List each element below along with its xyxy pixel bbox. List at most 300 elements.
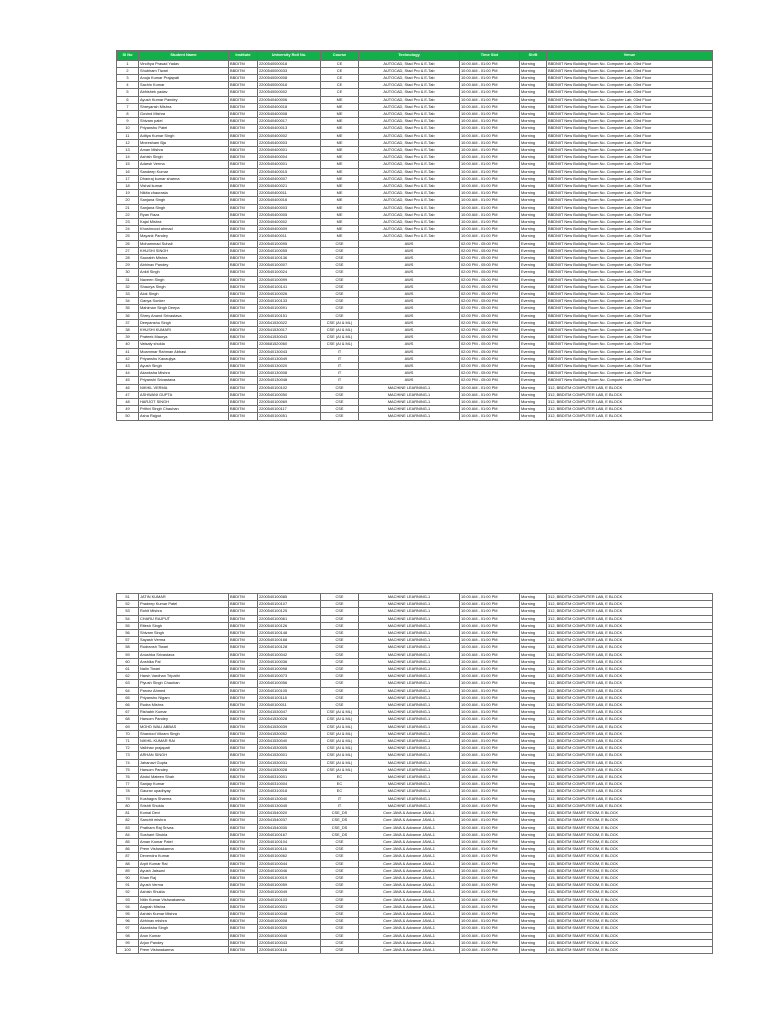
venue-cell: 312, BBDITM COMPUTER LAB, E BLOCK — [547, 709, 713, 716]
venue-cell: 312, BBDITM COMPUTER LAB, E BLOCK — [547, 644, 713, 651]
technology-cell: AWS — [359, 377, 460, 384]
table-row — [117, 96, 713, 103]
sl-no-cell: 50 — [117, 413, 139, 420]
sl-no-cell: 92 — [117, 889, 139, 896]
time-slot-cell: 10:00 AM - 01:00 PM — [460, 154, 520, 161]
roll-no-cell: 2200540310018 — [258, 788, 321, 795]
shift-cell: Morning — [520, 204, 547, 211]
roll-no-cell: 2200540130048 — [258, 377, 321, 384]
roll-no-cell: 2200540310001 — [258, 774, 321, 781]
institute-cell: BBDITM — [229, 601, 258, 608]
technology-cell: Core JAVA & Advance JAVA-1 — [359, 903, 460, 910]
student-name-cell: Akanksha Singh — [139, 925, 229, 932]
time-slot-cell: 10:00 AM - 01:00 PM — [460, 882, 520, 889]
time-slot-cell: 10:00 AM - 01:00 PM — [460, 759, 520, 766]
time-slot-cell: 10:00 AM - 01:00 PM — [460, 666, 520, 673]
course-cell: ME — [321, 182, 359, 189]
roll-no-cell: 2200540100107 — [258, 601, 321, 608]
venue-cell: 312, BBDITM COMPUTER LAB, E BLOCK — [547, 694, 713, 701]
venue-cell: 312, BBDITM COMPUTER LAB, E BLOCK — [547, 615, 713, 622]
sl-no-cell: 43 — [117, 363, 139, 370]
venue-cell: 415, BBDITM SMART ROOM, E BLOCK — [547, 910, 713, 917]
sl-no-cell: 74 — [117, 759, 139, 766]
shift-cell: Morning — [520, 630, 547, 637]
student-name-cell: Ayush Singh — [139, 363, 229, 370]
time-slot-cell: 02:00 PM - 05:00 PM — [460, 370, 520, 377]
venue-cell: 312, BBDITM COMPUTER LAB, E BLOCK — [547, 687, 713, 694]
course-cell: ME — [321, 226, 359, 233]
student-name-cell: Vindhya Prasad Yadav — [139, 60, 229, 67]
technology-cell: MACHINE LEARNING-1 — [359, 615, 460, 622]
institute-cell: BBDITM — [229, 355, 258, 362]
sl-no-cell: 19 — [117, 190, 139, 197]
institute-cell: BBDITM — [229, 60, 258, 67]
time-slot-cell: 10:00 AM - 01:00 PM — [460, 110, 520, 117]
time-slot-cell: 10:00 AM - 01:00 PM — [460, 622, 520, 629]
sl-no-cell: 58 — [117, 644, 139, 651]
technology-cell: AUTOCAD, Stad Pro & E-Tab — [359, 67, 460, 74]
sl-no-cell: 46 — [117, 384, 139, 391]
shift-cell: Morning — [520, 391, 547, 398]
course-cell: CSE — [321, 882, 359, 889]
institute-cell: BBDITM — [229, 175, 258, 182]
venue-cell: 312, BBDITM COMPUTER LAB, E BLOCK — [547, 752, 713, 759]
sl-no-cell: 85 — [117, 838, 139, 845]
shift-cell: Morning — [520, 673, 547, 680]
student-name-cell: Kushagra Sharma — [139, 795, 229, 802]
roll-no-cell: 2200540100098 — [258, 666, 321, 673]
institute-cell: BBDITM — [229, 824, 258, 831]
venue-cell: BBDNIIT New Building Room No. Computer Lab, 03rd Floor — [547, 218, 713, 225]
institute-cell: BBDITM — [229, 882, 258, 889]
institute-cell: BBDITM — [229, 132, 258, 139]
venue-cell: BBDNIIT New Building Room No. Computer Lab, 03rd Floor — [547, 233, 713, 240]
institute-cell: BBDITM — [229, 766, 258, 773]
institute-cell: BBDITM — [229, 637, 258, 644]
institute-cell: BBDITM — [229, 348, 258, 355]
venue-cell: BBDNIIT New Building Room No. Computer Lab, 03rd Floor — [547, 67, 713, 74]
venue-cell: 312, BBDITM COMPUTER LAB, E BLOCK — [547, 384, 713, 391]
table-row — [117, 110, 713, 117]
roll-no-cell: 2200540100095 — [258, 240, 321, 247]
student-name-cell: Prem Vishwakarma — [139, 846, 229, 853]
technology-cell: Core JAVA & Advance JAVA-1 — [359, 824, 460, 831]
technology-cell: Core JAVA & Advance JAVA-1 — [359, 867, 460, 874]
student-name-cell: Aagrah Mishra — [139, 903, 229, 910]
sl-no-cell: 47 — [117, 391, 139, 398]
time-slot-cell: 10:00 AM - 01:00 PM — [460, 709, 520, 716]
venue-cell: BBDNIIT New Building Room No. Computer Lab, 03rd Floor — [547, 254, 713, 261]
time-slot-cell: 10:00 AM - 01:00 PM — [460, 752, 520, 759]
course-cell: CSE — [321, 262, 359, 269]
course-cell: CSE — [321, 413, 359, 420]
table-row — [117, 363, 713, 370]
roll-no-cell: 2200541530022 — [258, 319, 321, 326]
venue-cell: BBDNIIT New Building Room No. Computer Lab, 03rd Floor — [547, 182, 713, 189]
technology-cell: MACHINE LEARNING-1 — [359, 759, 460, 766]
table-row — [117, 74, 713, 81]
roll-no-cell: 2200540100024 — [258, 269, 321, 276]
table-row — [117, 204, 713, 211]
table-row — [117, 860, 713, 867]
shift-cell: Morning — [520, 103, 547, 110]
course-cell: CSE — [321, 680, 359, 687]
venue-cell: BBDNIIT New Building Room No. Computer Lab, 03rd Floor — [547, 363, 713, 370]
roll-no-cell: 2200540000002 — [258, 89, 321, 96]
technology-cell: MACHINE LEARNING-1 — [359, 702, 460, 709]
sl-no-cell: 93 — [117, 896, 139, 903]
institute-cell: BBDITM — [229, 399, 258, 406]
shift-cell: Morning — [520, 774, 547, 781]
institute-cell: BBDITM — [229, 644, 258, 651]
course-cell: CSE (AI & ML) — [321, 745, 359, 752]
technology-cell: MACHINE LEARNING-1 — [359, 795, 460, 802]
institute-cell: BBDITM — [229, 190, 258, 197]
technology-cell: MACHINE LEARNING-1 — [359, 694, 460, 701]
table-row — [117, 218, 713, 225]
roll-no-cell: 2200540000016 — [258, 82, 321, 89]
shift-cell: Morning — [520, 716, 547, 723]
schedule-table-page-2 — [116, 593, 712, 954]
table-row — [117, 139, 713, 146]
table-row — [117, 673, 713, 680]
roll-no-cell: 2200540400001 — [258, 161, 321, 168]
student-name-cell: Vishal kumar — [139, 182, 229, 189]
roll-no-cell: 2200540400018 — [258, 103, 321, 110]
time-slot-cell: 10:00 AM - 01:00 PM — [460, 694, 520, 701]
student-name-cell: Shivam Singh — [139, 630, 229, 637]
sl-no-cell: 51 — [117, 594, 139, 601]
course-cell: CSE — [321, 644, 359, 651]
table-row — [117, 240, 713, 247]
venue-cell: BBDNIIT New Building Room No. Computer Lab, 03rd Floor — [547, 269, 713, 276]
sl-no-cell: 49 — [117, 406, 139, 413]
time-slot-cell: 02:00 PM - 05:00 PM — [460, 377, 520, 384]
venue-cell: BBDNIIT New Building Room No. Computer Lab, 03rd Floor — [547, 110, 713, 117]
time-slot-cell: 10:00 AM - 01:00 PM — [460, 211, 520, 218]
table-row — [117, 89, 713, 96]
shift-cell: Morning — [520, 233, 547, 240]
institute-cell: BBDITM — [229, 658, 258, 665]
course-cell: EC — [321, 774, 359, 781]
sl-no-cell: 77 — [117, 781, 139, 788]
institute-cell: BBDITM — [229, 910, 258, 917]
student-name-cell: Priyanshu Nigam — [139, 694, 229, 701]
shift-cell: Morning — [520, 218, 547, 225]
institute-cell: BBDITM — [229, 211, 258, 218]
technology-cell: AUTOCAD, Stad Pro & E-Tab — [359, 175, 460, 182]
sl-no-cell: 21 — [117, 204, 139, 211]
venue-cell: 415, BBDITM SMART ROOM, E BLOCK — [547, 817, 713, 824]
time-slot-cell: 10:00 AM - 01:00 PM — [460, 867, 520, 874]
shift-cell: Morning — [520, 860, 547, 867]
sl-no-cell: 30 — [117, 269, 139, 276]
student-name-cell: Harsh Vardhan Tripathi — [139, 673, 229, 680]
shift-cell: Evening — [520, 377, 547, 384]
roll-no-cell: 2200540100056 — [258, 680, 321, 687]
student-name-cell: Abhishek yadav — [139, 89, 229, 96]
table-row — [117, 630, 713, 637]
institute-cell: BBDITM — [229, 939, 258, 946]
sl-no-cell: 68 — [117, 716, 139, 723]
table-row — [117, 103, 713, 110]
sl-no-cell: 5 — [117, 89, 139, 96]
venue-cell: BBDNIIT New Building Room No. Computer Lab, 03rd Floor — [547, 60, 713, 67]
student-name-cell: Priyanshu Kanaujiya — [139, 355, 229, 362]
time-slot-cell: 10:00 AM - 01:00 PM — [460, 89, 520, 96]
time-slot-cell: 10:00 AM - 01:00 PM — [460, 125, 520, 132]
shift-cell: Morning — [520, 125, 547, 132]
course-cell: CSE — [321, 254, 359, 261]
venue-cell: 415, BBDITM SMART ROOM, E BLOCK — [547, 860, 713, 867]
venue-cell: 312, BBDITM COMPUTER LAB, E BLOCK — [547, 723, 713, 730]
shift-cell: Evening — [520, 283, 547, 290]
time-slot-cell: 10:00 AM - 01:00 PM — [460, 233, 520, 240]
institute-cell: BBDITM — [229, 759, 258, 766]
time-slot-cell: 10:00 AM - 01:00 PM — [460, 146, 520, 153]
technology-cell: MACHINE LEARNING-1 — [359, 601, 460, 608]
shift-cell: Morning — [520, 644, 547, 651]
technology-cell: AWS — [359, 363, 460, 370]
table-row — [117, 622, 713, 629]
venue-cell: 312, BBDITM COMPUTER LAB, E BLOCK — [547, 406, 713, 413]
institute-cell: BBDITM — [229, 694, 258, 701]
shift-cell: Evening — [520, 262, 547, 269]
sl-no-cell: 99 — [117, 939, 139, 946]
student-name-cell: Ayush Kumar Pandey — [139, 96, 229, 103]
student-name-cell: Priyanshu Patel — [139, 125, 229, 132]
table-row — [117, 838, 713, 845]
sl-no-cell: 31 — [117, 276, 139, 283]
time-slot-cell: 10:00 AM - 01:00 PM — [460, 946, 520, 953]
roll-no-cell: 2200540400021 — [258, 182, 321, 189]
shift-cell: Morning — [520, 161, 547, 168]
col-header-shift: Shift — [520, 51, 547, 61]
student-name-cell: Prateek Maurya — [139, 334, 229, 341]
sl-no-cell: 13 — [117, 146, 139, 153]
roll-no-cell: 2200540100102 — [258, 384, 321, 391]
time-slot-cell: 02:00 PM - 05:00 PM — [460, 276, 520, 283]
technology-cell: Core JAVA & Advance JAVA-1 — [359, 831, 460, 838]
time-slot-cell: 10:00 AM - 01:00 PM — [460, 810, 520, 817]
technology-cell: MACHINE LEARNING-1 — [359, 608, 460, 615]
shift-cell: Evening — [520, 240, 547, 247]
institute-cell: BBDITM — [229, 795, 258, 802]
col-header-institute: Institute — [229, 51, 258, 61]
venue-cell: 415, BBDITM SMART ROOM, E BLOCK — [547, 932, 713, 939]
course-cell: ME — [321, 125, 359, 132]
technology-cell: AWS — [359, 298, 460, 305]
technology-cell: AWS — [359, 312, 460, 319]
technology-cell: MACHINE LEARNING-1 — [359, 680, 460, 687]
technology-cell: Core JAVA & Advance JAVA-1 — [359, 882, 460, 889]
table-row — [117, 168, 713, 175]
sl-no-cell: 59 — [117, 651, 139, 658]
course-cell: CSE — [321, 651, 359, 658]
roll-no-cell: 2200540100011 — [258, 702, 321, 709]
time-slot-cell: 10:00 AM - 01:00 PM — [460, 860, 520, 867]
technology-cell: AWS — [359, 283, 460, 290]
technology-cell: MACHINE LEARNING-1 — [359, 738, 460, 745]
roll-no-cell: 2200540100069 — [258, 399, 321, 406]
course-cell: ME — [321, 118, 359, 125]
roll-no-cell: 2200540000008 — [258, 74, 321, 81]
table-row — [117, 182, 713, 189]
sl-no-cell: 24 — [117, 226, 139, 233]
sl-no-cell: 80 — [117, 802, 139, 809]
sl-no-cell: 10 — [117, 125, 139, 132]
time-slot-cell: 02:00 PM - 05:00 PM — [460, 312, 520, 319]
course-cell: CSE_DS — [321, 831, 359, 838]
roll-no-cell: 2200541530005 — [258, 745, 321, 752]
technology-cell: AUTOCAD, Stad Pro & E-Tab — [359, 146, 460, 153]
venue-cell: 415, BBDITM SMART ROOM, E BLOCK — [547, 824, 713, 831]
technology-cell: MACHINE LEARNING-1 — [359, 622, 460, 629]
technology-cell: Core JAVA & Advance JAVA-1 — [359, 853, 460, 860]
shift-cell: Morning — [520, 82, 547, 89]
venue-cell: BBDNIIT New Building Room No. Computer Lab, 03rd Floor — [547, 377, 713, 384]
roll-no-cell: 2200540130049 — [258, 355, 321, 362]
student-name-cell: Piyush Singh Chauhan — [139, 680, 229, 687]
venue-cell: 415, BBDITM SMART ROOM, E BLOCK — [547, 853, 713, 860]
venue-cell: 312, BBDITM COMPUTER LAB, E BLOCK — [547, 673, 713, 680]
technology-cell: Core JAVA & Advance JAVA-1 — [359, 925, 460, 932]
course-cell: IT — [321, 348, 359, 355]
course-cell: CSE (AI & ML) — [321, 738, 359, 745]
roll-no-cell: 2200540130008 — [258, 370, 321, 377]
venue-cell: BBDNIIT New Building Room No. Computer Lab, 03rd Floor — [547, 276, 713, 283]
shift-cell: Morning — [520, 60, 547, 67]
time-slot-cell: 02:00 PM - 05:00 PM — [460, 262, 520, 269]
shift-cell: Evening — [520, 319, 547, 326]
roll-no-cell: 2200540400017 — [258, 118, 321, 125]
venue-cell: BBDNIIT New Building Room No. Computer Lab, 03rd Floor — [547, 204, 713, 211]
shift-cell: Evening — [520, 312, 547, 319]
roll-no-cell: 2200540100007 — [258, 262, 321, 269]
student-name-cell: NIKHIL KUMAR RAI — [139, 738, 229, 745]
technology-cell: AUTOCAD, Stad Pro & E-Tab — [359, 218, 460, 225]
institute-cell: BBDITM — [229, 716, 258, 723]
institute-cell: BBDITM — [229, 817, 258, 824]
roll-no-cell: 2200540100099 — [258, 276, 321, 283]
shift-cell: Morning — [520, 752, 547, 759]
roll-no-cell: 2200540100059 — [258, 882, 321, 889]
institute-cell: BBDITM — [229, 384, 258, 391]
roll-no-cell: 2200540100136 — [258, 254, 321, 261]
course-cell: IT — [321, 355, 359, 362]
student-name-cell: ASHWANI GUPTA — [139, 391, 229, 398]
student-name-cell: Ritesh Singh — [139, 622, 229, 629]
venue-cell: BBDNIIT New Building Room No. Computer Lab, 03rd Floor — [547, 327, 713, 334]
institute-cell: BBDITM — [229, 932, 258, 939]
shift-cell: Morning — [520, 384, 547, 391]
institute-cell: BBDITM — [229, 240, 258, 247]
time-slot-cell: 10:00 AM - 01:00 PM — [460, 846, 520, 853]
student-name-cell: Mohammad Suhail — [139, 240, 229, 247]
roll-no-cell: 2200540100020 — [258, 925, 321, 932]
table-row — [117, 197, 713, 204]
institute-cell: BBDITM — [229, 82, 258, 89]
venue-cell: 415, BBDITM SMART ROOM, E BLOCK — [547, 867, 713, 874]
shift-cell: Morning — [520, 817, 547, 824]
table-row — [117, 146, 713, 153]
technology-cell: AUTOCAD, Stad Pro & E-Tab — [359, 226, 460, 233]
roll-no-cell: 2200541540020 — [258, 810, 321, 817]
sl-no-cell: 64 — [117, 687, 139, 694]
shift-cell: Morning — [520, 197, 547, 204]
shift-cell: Morning — [520, 709, 547, 716]
student-name-cell: Rudransh Tiwari — [139, 644, 229, 651]
technology-cell: Core JAVA & Advance JAVA-1 — [359, 896, 460, 903]
time-slot-cell: 10:00 AM - 01:00 PM — [460, 132, 520, 139]
shift-cell: Morning — [520, 406, 547, 413]
roll-no-cell: 2200540100036 — [258, 658, 321, 665]
institute-cell: BBDITM — [229, 103, 258, 110]
institute-cell: BBDITM — [229, 341, 258, 348]
shift-cell: Morning — [520, 132, 547, 139]
venue-cell: 312, BBDITM COMPUTER LAB, E BLOCK — [547, 802, 713, 809]
student-name-cell: MOHD WALI ABBAS — [139, 723, 229, 730]
roll-no-cell: 2200540100118 — [258, 694, 321, 701]
technology-cell: AUTOCAD, Stad Pro & E-Tab — [359, 197, 460, 204]
venue-cell: 312, BBDITM COMPUTER LAB, E BLOCK — [547, 745, 713, 752]
roll-no-cell: 2200540100103 — [258, 896, 321, 903]
technology-cell: AUTOCAD, Stad Pro & E-Tab — [359, 82, 460, 89]
venue-cell: 312, BBDITM COMPUTER LAB, E BLOCK — [547, 637, 713, 644]
shift-cell: Morning — [520, 846, 547, 853]
time-slot-cell: 10:00 AM - 01:00 PM — [460, 795, 520, 802]
course-cell: CSE — [321, 932, 359, 939]
student-name-cell: Akanksha Mishra — [139, 370, 229, 377]
roll-no-cell: 2200540400002 — [258, 132, 321, 139]
student-name-cell: Rishabh Kumar — [139, 709, 229, 716]
institute-cell: BBDITM — [229, 139, 258, 146]
student-name-cell: Saurabh Mishra — [139, 254, 229, 261]
shift-cell: Morning — [520, 896, 547, 903]
sl-no-cell: 69 — [117, 723, 139, 730]
sl-no-cell: 67 — [117, 709, 139, 716]
time-slot-cell: 10:00 AM - 01:00 PM — [460, 774, 520, 781]
venue-cell: 415, BBDITM SMART ROOM, E BLOCK — [547, 846, 713, 853]
technology-cell: Core JAVA & Advance JAVA-1 — [359, 889, 460, 896]
sl-no-cell: 3 — [117, 74, 139, 81]
student-name-cell: Nikita chaurasia — [139, 190, 229, 197]
course-cell: ME — [321, 161, 359, 168]
venue-cell: 312, BBDITM COMPUTER LAB, E BLOCK — [547, 680, 713, 687]
time-slot-cell: 10:00 AM - 01:00 PM — [460, 687, 520, 694]
institute-cell: BBDITM — [229, 146, 258, 153]
shift-cell: Morning — [520, 96, 547, 103]
course-cell: CSE — [321, 702, 359, 709]
time-slot-cell: 10:00 AM - 01:00 PM — [460, 637, 520, 644]
time-slot-cell: 10:00 AM - 01:00 PM — [460, 608, 520, 615]
table-row — [117, 305, 713, 312]
shift-cell: Morning — [520, 680, 547, 687]
institute-cell: BBDITM — [229, 182, 258, 189]
technology-cell: AUTOCAD, Stad Pro & E-Tab — [359, 110, 460, 117]
venue-cell: 312, BBDITM COMPUTER LAB, E BLOCK — [547, 630, 713, 637]
time-slot-cell: 02:00 PM - 05:00 PM — [460, 291, 520, 298]
col-header-venue: Venue — [547, 51, 713, 61]
technology-cell: MACHINE LEARNING-1 — [359, 752, 460, 759]
shift-cell: Morning — [520, 730, 547, 737]
institute-cell: BBDITM — [229, 781, 258, 788]
student-name-cell: Devendra Kumar — [139, 853, 229, 860]
shift-cell: Evening — [520, 298, 547, 305]
course-cell: ME — [321, 132, 359, 139]
student-name-cell: Ashish Singh — [139, 154, 229, 161]
technology-cell: AWS — [359, 254, 460, 261]
